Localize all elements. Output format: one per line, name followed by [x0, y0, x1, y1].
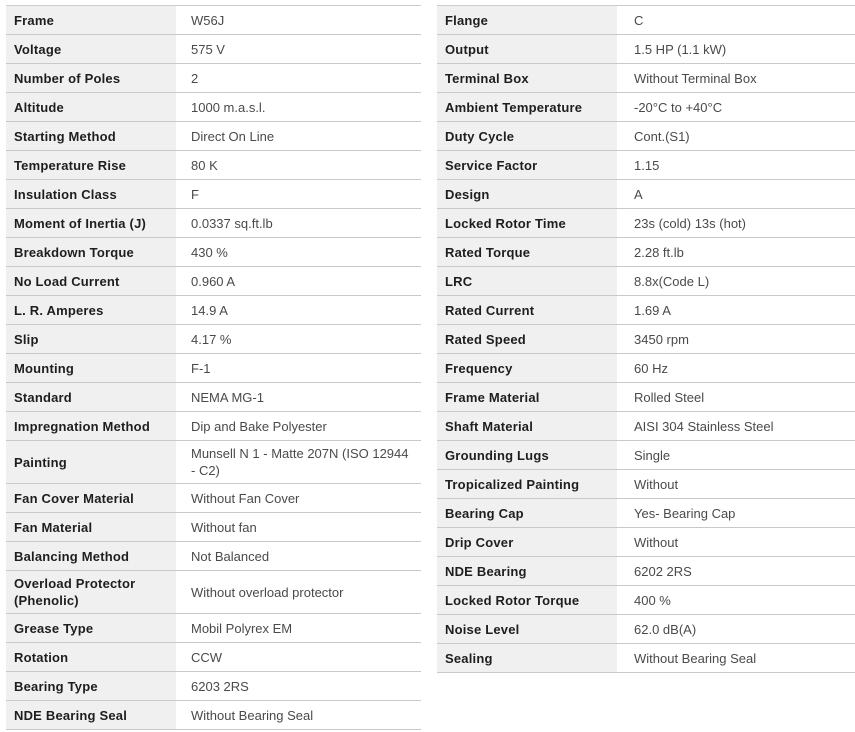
spec-label: Breakdown Torque — [6, 238, 176, 266]
spec-row — [6, 441, 421, 484]
spec-label: Service Factor — [437, 151, 617, 179]
spec-label: Fan Cover Material — [6, 484, 176, 512]
spec-row — [437, 238, 855, 267]
spec-row — [437, 441, 855, 470]
spec-value: Dip and Bake Polyester — [176, 412, 421, 440]
spec-label: Temperature Rise — [6, 151, 176, 179]
spec-value: 0.0337 sq.ft.lb — [176, 209, 421, 237]
spec-value: 23s (cold) 13s (hot) — [617, 209, 855, 237]
spec-value: 400 % — [617, 586, 855, 614]
spec-value: Without Terminal Box — [617, 64, 855, 92]
spec-label: Slip — [6, 325, 176, 353]
spec-label: LRC — [437, 267, 617, 295]
spec-label: Frame — [6, 6, 176, 34]
spec-value: NEMA MG-1 — [176, 383, 421, 411]
spec-value: C — [617, 6, 855, 34]
spec-label: Design — [437, 180, 617, 208]
spec-label: Number of Poles — [6, 64, 176, 92]
spec-row — [437, 296, 855, 325]
spec-value: F-1 — [176, 354, 421, 382]
spec-value: Not Balanced — [176, 542, 421, 570]
spec-value: 575 V — [176, 35, 421, 63]
spec-row — [437, 499, 855, 528]
spec-row — [6, 238, 421, 267]
spec-row — [437, 644, 855, 673]
spec-label: Balancing Method — [6, 542, 176, 570]
spec-value: 2 — [176, 64, 421, 92]
spec-row — [6, 672, 421, 701]
spec-label: Rated Speed — [437, 325, 617, 353]
spec-value: 4.17 % — [176, 325, 421, 353]
spec-row — [6, 151, 421, 180]
spec-value: Rolled Steel — [617, 383, 855, 411]
spec-row — [6, 325, 421, 354]
spec-value: Without Fan Cover — [176, 484, 421, 512]
spec-row — [6, 412, 421, 441]
spec-label: Painting — [6, 441, 176, 483]
spec-label: Impregnation Method — [6, 412, 176, 440]
spec-label: Altitude — [6, 93, 176, 121]
spec-label: Rotation — [6, 643, 176, 671]
spec-value: 3450 rpm — [617, 325, 855, 353]
spec-row — [437, 93, 855, 122]
spec-label: Overload Protector (Phenolic) — [6, 571, 176, 613]
spec-label: Locked Rotor Time — [437, 209, 617, 237]
spec-row — [6, 542, 421, 571]
spec-label: No Load Current — [6, 267, 176, 295]
spec-row — [437, 122, 855, 151]
spec-label: NDE Bearing Seal — [6, 701, 176, 729]
spec-value: 1.5 HP (1.1 kW) — [617, 35, 855, 63]
spec-label: Shaft Material — [437, 412, 617, 440]
spec-label: Frame Material — [437, 383, 617, 411]
spec-row — [437, 35, 855, 64]
spec-row — [437, 354, 855, 383]
spec-value: 6202 2RS — [617, 557, 855, 585]
spec-value: 1.69 A — [617, 296, 855, 324]
spec-value: Single — [617, 441, 855, 469]
spec-label: Moment of Inertia (J) — [6, 209, 176, 237]
spec-label: Tropicalized Painting — [437, 470, 617, 498]
spec-row — [437, 383, 855, 412]
spec-value: Without Bearing Seal — [176, 701, 421, 729]
spec-row — [6, 484, 421, 513]
spec-label: Rated Torque — [437, 238, 617, 266]
spec-value: F — [176, 180, 421, 208]
spec-label: Duty Cycle — [437, 122, 617, 150]
spec-label: NDE Bearing — [437, 557, 617, 585]
spec-row — [437, 151, 855, 180]
spec-row — [437, 267, 855, 296]
spec-value: Munsell N 1 - Matte 207N (ISO 12944 - C2) — [176, 441, 421, 483]
spec-row — [437, 470, 855, 499]
spec-row — [6, 513, 421, 542]
spec-label: Frequency — [437, 354, 617, 382]
spec-value: 14.9 A — [176, 296, 421, 324]
spec-label: Grease Type — [6, 614, 176, 642]
spec-row — [6, 64, 421, 93]
spec-row — [437, 209, 855, 238]
spec-row — [6, 354, 421, 383]
spec-value: Without Bearing Seal — [617, 644, 855, 672]
spec-label: Mounting — [6, 354, 176, 382]
spec-tables-container — [6, 5, 855, 730]
spec-value: 1.15 — [617, 151, 855, 179]
spec-value: 2.28 ft.lb — [617, 238, 855, 266]
spec-row — [6, 122, 421, 151]
spec-label: Voltage — [6, 35, 176, 63]
spec-value: W56J — [176, 6, 421, 34]
spec-value: 60 Hz — [617, 354, 855, 382]
spec-row — [437, 412, 855, 441]
spec-label: Noise Level — [437, 615, 617, 643]
spec-value: Without overload protector — [176, 571, 421, 613]
spec-row — [437, 615, 855, 644]
spec-row — [437, 528, 855, 557]
spec-label: Ambient Temperature — [437, 93, 617, 121]
spec-row — [6, 209, 421, 238]
spec-value: Without — [617, 528, 855, 556]
spec-label: Locked Rotor Torque — [437, 586, 617, 614]
spec-label: Bearing Cap — [437, 499, 617, 527]
spec-label: Fan Material — [6, 513, 176, 541]
spec-row — [437, 180, 855, 209]
spec-value: Direct On Line — [176, 122, 421, 150]
spec-value: 0.960 A — [176, 267, 421, 295]
spec-row — [6, 614, 421, 643]
spec-value: Mobil Polyrex EM — [176, 614, 421, 642]
spec-value: Without — [617, 470, 855, 498]
spec-row — [6, 643, 421, 672]
spec-value: 1000 m.a.s.l. — [176, 93, 421, 121]
spec-value: Cont.(S1) — [617, 122, 855, 150]
spec-row — [437, 586, 855, 615]
spec-value: -20°C to +40°C — [617, 93, 855, 121]
spec-label: Sealing — [437, 644, 617, 672]
spec-label: Terminal Box — [437, 64, 617, 92]
spec-value: Yes- Bearing Cap — [617, 499, 855, 527]
spec-table-right — [437, 5, 855, 730]
spec-value: A — [617, 180, 855, 208]
spec-label: Drip Cover — [437, 528, 617, 556]
spec-value: CCW — [176, 643, 421, 671]
spec-row — [6, 701, 421, 730]
spec-row — [437, 557, 855, 586]
spec-label: Insulation Class — [6, 180, 176, 208]
spec-label: L. R. Amperes — [6, 296, 176, 324]
spec-value: 430 % — [176, 238, 421, 266]
spec-row — [437, 325, 855, 354]
spec-label: Starting Method — [6, 122, 176, 150]
spec-row — [437, 64, 855, 93]
spec-row — [437, 6, 855, 35]
spec-label: Standard — [6, 383, 176, 411]
spec-label: Grounding Lugs — [437, 441, 617, 469]
spec-row — [6, 296, 421, 325]
spec-row — [6, 180, 421, 209]
spec-value: 6203 2RS — [176, 672, 421, 700]
spec-row — [6, 267, 421, 296]
spec-value: 8.8x(Code L) — [617, 267, 855, 295]
spec-label: Output — [437, 35, 617, 63]
spec-table-left — [6, 5, 421, 730]
spec-row — [6, 6, 421, 35]
spec-label: Bearing Type — [6, 672, 176, 700]
spec-value: Without fan — [176, 513, 421, 541]
spec-label: Rated Current — [437, 296, 617, 324]
spec-value: 62.0 dB(A) — [617, 615, 855, 643]
spec-row — [6, 571, 421, 614]
spec-row — [6, 93, 421, 122]
spec-value: AISI 304 Stainless Steel — [617, 412, 855, 440]
spec-row — [6, 35, 421, 64]
spec-row — [6, 383, 421, 412]
spec-label: Flange — [437, 6, 617, 34]
spec-value: 80 K — [176, 151, 421, 179]
